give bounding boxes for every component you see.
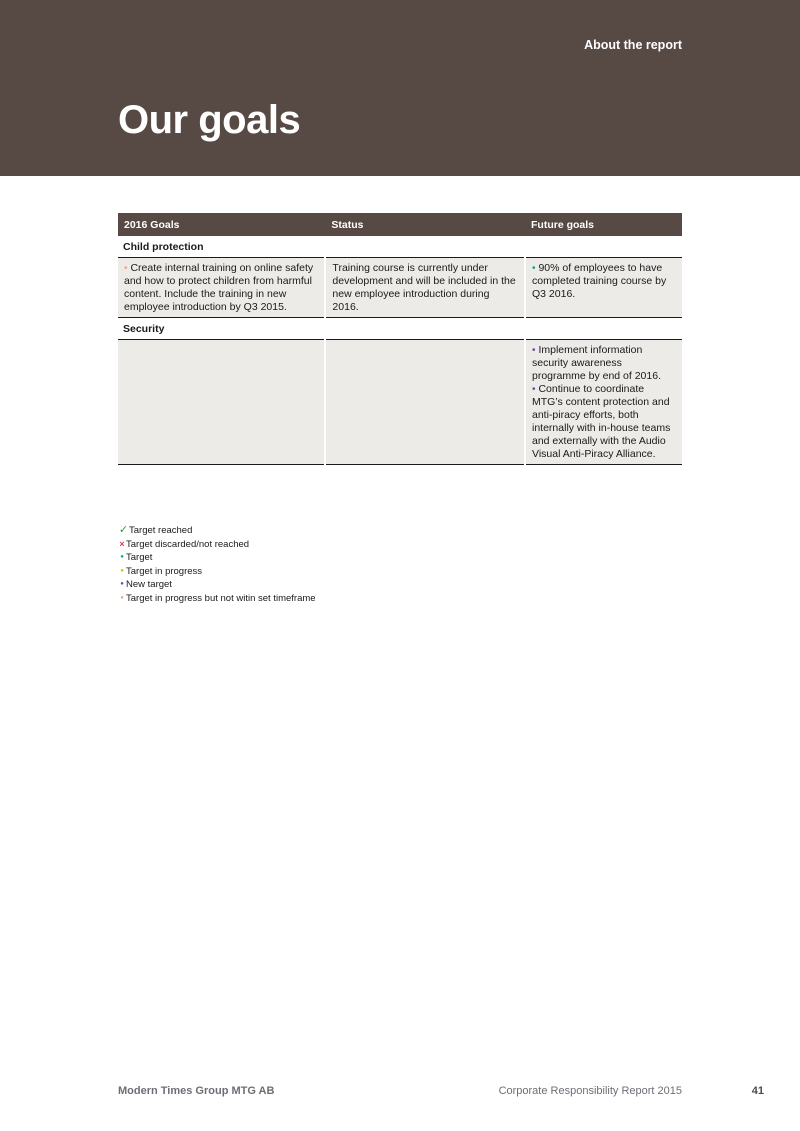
future-goal-text: 90% of employees to have completed training course by Q3 2016. <box>532 262 667 300</box>
goal-text: Create internal training on online safety and how to protect children from harmful content. Include the training in new employee introduction by Q3 2015. <box>124 262 314 313</box>
category-row-security <box>118 318 682 340</box>
legend <box>118 524 316 605</box>
page-header <box>0 0 800 176</box>
cross-icon: × <box>119 538 125 549</box>
legend-label: Target <box>126 552 153 563</box>
legend-label: Target in progress but not witin set timeframe <box>126 592 316 604</box>
status-cell <box>325 340 525 465</box>
legend-label: Target discarded/not reached <box>126 538 250 550</box>
legend-item-new-target <box>118 578 316 592</box>
category-label: Security <box>118 318 682 340</box>
future-goal-item <box>532 344 676 383</box>
purple-dot-icon: ● <box>120 581 124 587</box>
legend-label: Target reached <box>129 525 193 536</box>
table-row <box>118 340 682 465</box>
page-title: Our goals <box>118 98 301 142</box>
status-text: Training course is currently under development and will be included in the new employee introduction during 2016. <box>332 262 516 313</box>
legend-item-target-reached <box>118 524 316 538</box>
goal-cell <box>118 258 325 318</box>
column-header-future-goals: Future goals <box>525 213 682 236</box>
page-number: 41 <box>751 1085 764 1097</box>
category-row-child-protection <box>118 236 682 258</box>
salmon-dot-icon: • <box>124 263 128 274</box>
section-label: About the report <box>584 38 682 52</box>
future-goal-cell <box>525 340 682 465</box>
legend-item-target <box>118 551 316 565</box>
legend-label: Target in progress <box>126 565 203 577</box>
legend-item-target-in-progress <box>118 565 316 579</box>
teal-dot-icon: ● <box>120 554 124 560</box>
future-goal-text: Implement information security awareness programme by end of 2016. <box>532 344 661 382</box>
yellow-dot-icon: ● <box>120 567 124 574</box>
teal-dot-icon: • <box>532 263 536 274</box>
future-goal-cell <box>525 258 682 318</box>
future-goal-text: Continue to coordinate MTG’s content protection and anti-piracy efforts, both internally with in-house teams and externally with the Audio Visual Anti-Piracy Alliance. <box>532 383 671 460</box>
purple-dot-icon: • <box>532 345 536 356</box>
column-header-status: Status <box>325 213 525 236</box>
footer-report-title: Corporate Responsibility Report 2015 <box>498 1085 682 1097</box>
status-cell <box>325 258 525 318</box>
legend-label: New target <box>126 579 172 590</box>
check-icon: ✓ <box>118 524 129 536</box>
legend-item-target-discarded <box>118 538 316 552</box>
column-header-2016-goals: 2016 Goals <box>118 213 325 236</box>
footer-company: Modern Times Group MTG AB <box>118 1085 275 1097</box>
goal-cell <box>118 340 325 465</box>
table-header-row <box>118 213 682 236</box>
goals-table <box>118 213 682 465</box>
legend-item-not-within-timeframe <box>118 592 316 606</box>
table-row <box>118 258 682 318</box>
salmon-dot-icon: ● <box>120 594 124 601</box>
future-goal-item <box>532 383 676 461</box>
purple-dot-icon: • <box>532 384 536 395</box>
category-label: Child protection <box>118 236 682 258</box>
